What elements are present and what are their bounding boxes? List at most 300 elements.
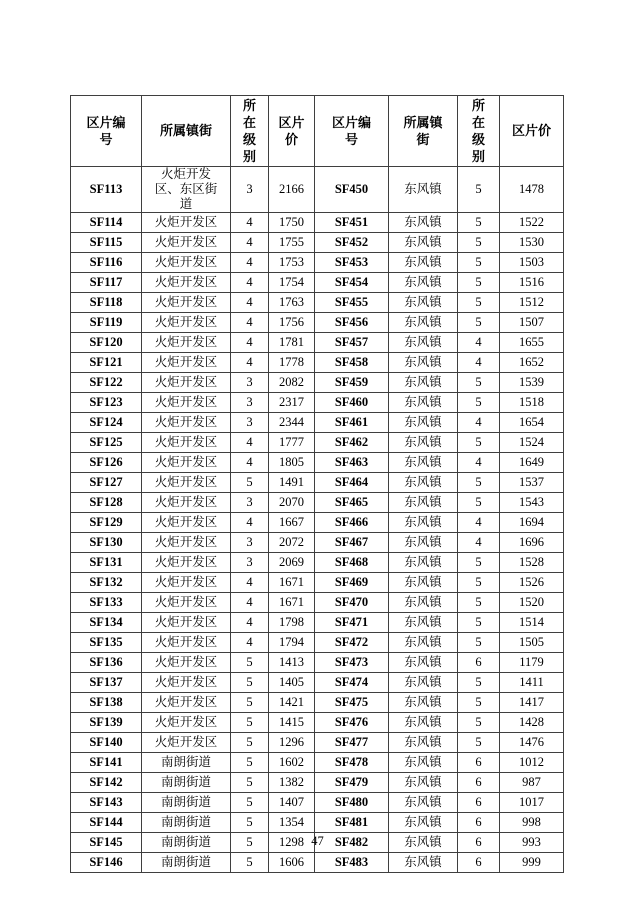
level-cell: 6 <box>458 813 500 833</box>
level-cell: 4 <box>458 413 500 433</box>
township-cell: 东风镇 <box>389 233 458 253</box>
township-cell: 火炬开发区 <box>142 253 231 273</box>
zone-code-cell: SF139 <box>71 713 142 733</box>
zone-code-cell: SF476 <box>315 713 389 733</box>
level-cell: 5 <box>231 693 269 713</box>
price-cell: 1012 <box>500 753 564 773</box>
price-cell: 2166 <box>269 167 315 213</box>
level-cell: 5 <box>458 167 500 213</box>
zone-code-cell: SF137 <box>71 673 142 693</box>
price-cell: 987 <box>500 773 564 793</box>
price-cell: 1507 <box>500 313 564 333</box>
price-cell: 1407 <box>269 793 315 813</box>
level-cell: 5 <box>458 233 500 253</box>
header-label: 所在级别 <box>242 97 256 165</box>
price-cell: 1491 <box>269 473 315 493</box>
level-cell: 5 <box>458 253 500 273</box>
table-row <box>71 613 564 633</box>
township-cell: 火炬开发区 <box>142 713 231 733</box>
price-cell: 1543 <box>500 493 564 513</box>
zone-code-cell: SF482 <box>315 833 389 853</box>
township-cell: 东风镇 <box>389 253 458 273</box>
township-cell: 火炬开发区 <box>142 573 231 593</box>
price-cell: 1756 <box>269 313 315 333</box>
zone-code-cell: SF116 <box>71 253 142 273</box>
price-cell: 1606 <box>269 853 315 873</box>
header-price-left <box>269 96 315 167</box>
price-cell: 1518 <box>500 393 564 413</box>
price-cell: 1522 <box>500 213 564 233</box>
level-cell: 4 <box>231 453 269 473</box>
level-cell: 5 <box>231 713 269 733</box>
zone-code-cell: SF122 <box>71 373 142 393</box>
price-cell: 1516 <box>500 273 564 293</box>
price-cell: 1696 <box>500 533 564 553</box>
header-label: 所属镇街 <box>403 114 443 147</box>
township-cell: 东风镇 <box>389 167 458 213</box>
level-cell: 4 <box>231 233 269 253</box>
township-cell: 东风镇 <box>389 713 458 733</box>
price-cell: 1526 <box>500 573 564 593</box>
zone-code-cell: SF454 <box>315 273 389 293</box>
price-cell: 1655 <box>500 333 564 353</box>
level-cell: 6 <box>458 793 500 813</box>
zone-code-cell: SF124 <box>71 413 142 433</box>
township-cell: 东风镇 <box>389 773 458 793</box>
page-number: 47 <box>311 834 324 848</box>
township-cell: 火炬开发区 <box>142 373 231 393</box>
level-cell: 5 <box>458 273 500 293</box>
price-cell: 1671 <box>269 573 315 593</box>
price-cell: 1421 <box>269 693 315 713</box>
township-text: 火炬开发区、东区街道 <box>154 167 218 211</box>
table-row <box>71 333 564 353</box>
township-cell: 火炬开发区 <box>142 453 231 473</box>
price-cell: 1539 <box>500 373 564 393</box>
price-cell: 1754 <box>269 273 315 293</box>
table-row <box>71 513 564 533</box>
header-label: 区片价 <box>278 114 305 147</box>
header-township-left <box>142 96 231 167</box>
table-row <box>71 733 564 753</box>
header-label: 所在级别 <box>471 97 485 165</box>
level-cell: 4 <box>458 513 500 533</box>
header-level-right <box>458 96 500 167</box>
zone-code-cell: SF127 <box>71 473 142 493</box>
price-cell: 2070 <box>269 493 315 513</box>
price-cell: 1415 <box>269 713 315 733</box>
level-cell: 4 <box>231 313 269 333</box>
price-cell: 1417 <box>500 693 564 713</box>
zone-code-cell: SF138 <box>71 693 142 713</box>
zone-code-cell: SF450 <box>315 167 389 213</box>
level-cell: 5 <box>458 553 500 573</box>
zone-code-cell: SF144 <box>71 813 142 833</box>
zone-code-cell: SF477 <box>315 733 389 753</box>
zone-code-cell: SF140 <box>71 733 142 753</box>
level-cell: 4 <box>231 353 269 373</box>
price-cell: 1805 <box>269 453 315 473</box>
table-row <box>71 373 564 393</box>
header-row <box>71 96 564 167</box>
level-cell: 6 <box>458 753 500 773</box>
level-cell: 4 <box>231 573 269 593</box>
township-cell: 东风镇 <box>389 853 458 873</box>
table-row <box>71 693 564 713</box>
price-cell: 1382 <box>269 773 315 793</box>
zone-code-cell: SF117 <box>71 273 142 293</box>
price-cell: 1750 <box>269 213 315 233</box>
zone-code-cell: SF113 <box>71 167 142 213</box>
table-body <box>71 167 564 873</box>
level-cell: 5 <box>231 753 269 773</box>
zone-code-cell: SF471 <box>315 613 389 633</box>
price-cell: 999 <box>500 853 564 873</box>
zone-code-cell: SF119 <box>71 313 142 333</box>
level-cell: 5 <box>458 473 500 493</box>
township-cell: 东风镇 <box>389 293 458 313</box>
township-cell: 南朗街道 <box>142 793 231 813</box>
price-cell: 1671 <box>269 593 315 613</box>
zone-code-cell: SF459 <box>315 373 389 393</box>
level-cell: 5 <box>458 713 500 733</box>
price-cell: 1777 <box>269 433 315 453</box>
township-cell: 火炬开发区 <box>142 313 231 333</box>
table-row <box>71 533 564 553</box>
township-cell: 火炬开发区 <box>142 653 231 673</box>
land-price-table <box>70 95 564 873</box>
zone-code-cell: SF460 <box>315 393 389 413</box>
township-cell: 东风镇 <box>389 593 458 613</box>
price-cell: 2082 <box>269 373 315 393</box>
level-cell: 5 <box>231 773 269 793</box>
township-cell: 东风镇 <box>389 793 458 813</box>
price-cell: 1602 <box>269 753 315 773</box>
township-cell: 东风镇 <box>389 553 458 573</box>
zone-code-cell: SF136 <box>71 653 142 673</box>
price-cell: 1528 <box>500 553 564 573</box>
header-level-left <box>231 96 269 167</box>
level-cell: 4 <box>231 253 269 273</box>
table-row <box>71 813 564 833</box>
price-cell: 1649 <box>500 453 564 473</box>
level-cell: 5 <box>458 593 500 613</box>
table-row <box>71 273 564 293</box>
table-row <box>71 593 564 613</box>
township-cell: 火炬开发区 <box>142 293 231 313</box>
table-row <box>71 233 564 253</box>
township-cell: 火炬开发区 <box>142 673 231 693</box>
level-cell: 5 <box>231 473 269 493</box>
price-cell: 1778 <box>269 353 315 373</box>
price-cell: 1514 <box>500 613 564 633</box>
township-cell: 东风镇 <box>389 813 458 833</box>
township-cell: 东风镇 <box>389 313 458 333</box>
zone-code-cell: SF123 <box>71 393 142 413</box>
price-cell: 1524 <box>500 433 564 453</box>
header-township-right <box>389 96 458 167</box>
level-cell: 5 <box>458 633 500 653</box>
price-cell: 1755 <box>269 233 315 253</box>
table-row <box>71 293 564 313</box>
zone-code-cell: SF120 <box>71 333 142 353</box>
township-cell: 火炬开发区 <box>142 213 231 233</box>
township-cell: 东风镇 <box>389 373 458 393</box>
price-cell: 1428 <box>500 713 564 733</box>
zone-code-cell: SF461 <box>315 413 389 433</box>
table-row <box>71 213 564 233</box>
header-label: 所属镇街 <box>159 123 212 139</box>
level-cell: 3 <box>231 393 269 413</box>
table-row <box>71 713 564 733</box>
zone-code-cell: SF131 <box>71 553 142 573</box>
level-cell: 4 <box>231 333 269 353</box>
header-label: 区片价 <box>511 123 551 139</box>
price-cell: 1478 <box>500 167 564 213</box>
level-cell: 5 <box>458 693 500 713</box>
zone-code-cell: SF483 <box>315 853 389 873</box>
level-cell: 4 <box>231 433 269 453</box>
township-cell: 南朗街道 <box>142 813 231 833</box>
table-row <box>71 633 564 653</box>
township-cell: 火炬开发区 <box>142 233 231 253</box>
zone-code-cell: SF456 <box>315 313 389 333</box>
township-cell: 东风镇 <box>389 653 458 673</box>
zone-code-cell: SF114 <box>71 213 142 233</box>
township-cell: 东风镇 <box>389 213 458 233</box>
level-cell: 5 <box>231 653 269 673</box>
zone-code-cell: SF480 <box>315 793 389 813</box>
zone-code-cell: SF465 <box>315 493 389 513</box>
level-cell: 5 <box>231 793 269 813</box>
township-cell: 东风镇 <box>389 473 458 493</box>
price-cell: 1354 <box>269 813 315 833</box>
zone-code-cell: SF469 <box>315 573 389 593</box>
zone-code-cell: SF141 <box>71 753 142 773</box>
level-cell: 5 <box>458 373 500 393</box>
level-cell: 4 <box>458 533 500 553</box>
price-cell: 1781 <box>269 333 315 353</box>
township-cell: 东风镇 <box>389 453 458 473</box>
price-cell: 1017 <box>500 793 564 813</box>
price-cell: 1411 <box>500 673 564 693</box>
header-price-right <box>500 96 564 167</box>
zone-code-cell: SF457 <box>315 333 389 353</box>
township-cell: 南朗街道 <box>142 833 231 853</box>
zone-code-cell: SF146 <box>71 853 142 873</box>
zone-code-cell: SF121 <box>71 353 142 373</box>
price-cell: 1753 <box>269 253 315 273</box>
table-row <box>71 313 564 333</box>
level-cell: 6 <box>458 853 500 873</box>
table-row <box>71 753 564 773</box>
township-cell: 东风镇 <box>389 733 458 753</box>
township-cell: 南朗街道 <box>142 773 231 793</box>
price-cell: 1530 <box>500 233 564 253</box>
zone-code-cell: SF132 <box>71 573 142 593</box>
level-cell: 5 <box>458 313 500 333</box>
level-cell: 4 <box>231 213 269 233</box>
table-row <box>71 353 564 373</box>
township-cell: 东风镇 <box>389 333 458 353</box>
township-cell: 火炬开发区 <box>142 633 231 653</box>
level-cell: 6 <box>458 833 500 853</box>
township-cell: 东风镇 <box>389 353 458 373</box>
price-cell: 1763 <box>269 293 315 313</box>
level-cell: 5 <box>458 573 500 593</box>
township-cell: 东风镇 <box>389 613 458 633</box>
header-label: 区片编号 <box>331 114 371 147</box>
price-cell: 2317 <box>269 393 315 413</box>
table-row <box>71 853 564 873</box>
price-cell: 1413 <box>269 653 315 673</box>
header-label: 区片编号 <box>86 114 126 147</box>
price-cell: 1794 <box>269 633 315 653</box>
table-row <box>71 553 564 573</box>
level-cell: 4 <box>458 333 500 353</box>
zone-code-cell: SF143 <box>71 793 142 813</box>
price-cell: 1537 <box>500 473 564 493</box>
level-cell: 3 <box>231 553 269 573</box>
price-cell: 1298 <box>269 833 315 853</box>
zone-code-cell: SF463 <box>315 453 389 473</box>
zone-code-cell: SF134 <box>71 613 142 633</box>
township-cell: 火炬开发区 <box>142 733 231 753</box>
zone-code-cell: SF474 <box>315 673 389 693</box>
township-cell: 东风镇 <box>389 413 458 433</box>
level-cell: 4 <box>231 633 269 653</box>
level-cell: 6 <box>458 653 500 673</box>
township-cell: 火炬开发区 <box>142 273 231 293</box>
zone-code-cell: SF455 <box>315 293 389 313</box>
township-cell: 东风镇 <box>389 633 458 653</box>
level-cell: 5 <box>458 613 500 633</box>
zone-code-cell: SF468 <box>315 553 389 573</box>
level-cell: 5 <box>231 733 269 753</box>
table-row <box>71 793 564 813</box>
township-cell: 东风镇 <box>389 393 458 413</box>
zone-code-cell: SF125 <box>71 433 142 453</box>
level-cell: 3 <box>231 373 269 393</box>
level-cell: 5 <box>231 673 269 693</box>
township-cell: 东风镇 <box>389 753 458 773</box>
zone-code-cell: SF115 <box>71 233 142 253</box>
level-cell: 4 <box>231 273 269 293</box>
township-cell: 火炬开发区 <box>142 353 231 373</box>
price-cell: 2069 <box>269 553 315 573</box>
level-cell: 3 <box>231 493 269 513</box>
zone-code-cell: SF479 <box>315 773 389 793</box>
price-cell: 1296 <box>269 733 315 753</box>
level-cell: 4 <box>458 353 500 373</box>
township-cell: 火炬开发区 <box>142 433 231 453</box>
table-row <box>71 473 564 493</box>
zone-code-cell: SF458 <box>315 353 389 373</box>
zone-code-cell: SF475 <box>315 693 389 713</box>
table-row <box>71 413 564 433</box>
level-cell: 4 <box>231 593 269 613</box>
table-row <box>71 393 564 413</box>
township-cell: 火炬开发区 <box>142 393 231 413</box>
level-cell: 5 <box>458 493 500 513</box>
level-cell: 4 <box>458 453 500 473</box>
price-cell: 2344 <box>269 413 315 433</box>
zone-code-cell: SF145 <box>71 833 142 853</box>
township-cell: 东风镇 <box>389 833 458 853</box>
township-cell: 南朗街道 <box>142 853 231 873</box>
zone-code-cell: SF464 <box>315 473 389 493</box>
level-cell: 6 <box>458 773 500 793</box>
township-cell: 火炬开发区 <box>142 513 231 533</box>
price-cell: 1667 <box>269 513 315 533</box>
price-cell: 1652 <box>500 353 564 373</box>
header-zone-code-right <box>315 96 389 167</box>
township-cell: 东风镇 <box>389 573 458 593</box>
table-row <box>71 167 564 213</box>
level-cell: 5 <box>231 813 269 833</box>
zone-code-cell: SF481 <box>315 813 389 833</box>
level-cell: 5 <box>458 733 500 753</box>
level-cell: 4 <box>231 293 269 313</box>
township-cell <box>142 167 231 213</box>
level-cell: 5 <box>458 673 500 693</box>
township-cell: 火炬开发区 <box>142 493 231 513</box>
township-cell: 火炬开发区 <box>142 553 231 573</box>
price-cell: 1179 <box>500 653 564 673</box>
township-cell: 火炬开发区 <box>142 473 231 493</box>
township-cell: 东风镇 <box>389 533 458 553</box>
township-cell: 东风镇 <box>389 273 458 293</box>
price-cell: 1520 <box>500 593 564 613</box>
zone-code-cell: SF451 <box>315 213 389 233</box>
zone-code-cell: SF126 <box>71 453 142 473</box>
level-cell: 4 <box>231 513 269 533</box>
level-cell: 3 <box>231 413 269 433</box>
price-cell: 1512 <box>500 293 564 313</box>
table-row <box>71 573 564 593</box>
header-zone-code-left <box>71 96 142 167</box>
level-cell: 5 <box>458 293 500 313</box>
level-cell: 5 <box>458 433 500 453</box>
price-cell: 1503 <box>500 253 564 273</box>
level-cell: 5 <box>231 833 269 853</box>
zone-code-cell: SF478 <box>315 753 389 773</box>
zone-code-cell: SF128 <box>71 493 142 513</box>
table-row <box>71 773 564 793</box>
price-cell: 1476 <box>500 733 564 753</box>
table-header <box>71 96 564 167</box>
township-cell: 南朗街道 <box>142 753 231 773</box>
level-cell: 3 <box>231 533 269 553</box>
table-row <box>71 433 564 453</box>
level-cell: 4 <box>231 613 269 633</box>
zone-code-cell: SF453 <box>315 253 389 273</box>
table-row <box>71 453 564 473</box>
price-cell: 998 <box>500 813 564 833</box>
township-cell: 火炬开发区 <box>142 333 231 353</box>
township-cell: 东风镇 <box>389 513 458 533</box>
level-cell: 3 <box>231 167 269 213</box>
table-row <box>71 493 564 513</box>
level-cell: 5 <box>458 393 500 413</box>
zone-code-cell: SF452 <box>315 233 389 253</box>
zone-code-cell: SF467 <box>315 533 389 553</box>
price-cell: 1405 <box>269 673 315 693</box>
price-cell: 1694 <box>500 513 564 533</box>
price-cell: 1505 <box>500 633 564 653</box>
zone-code-cell: SF472 <box>315 633 389 653</box>
township-cell: 火炬开发区 <box>142 593 231 613</box>
